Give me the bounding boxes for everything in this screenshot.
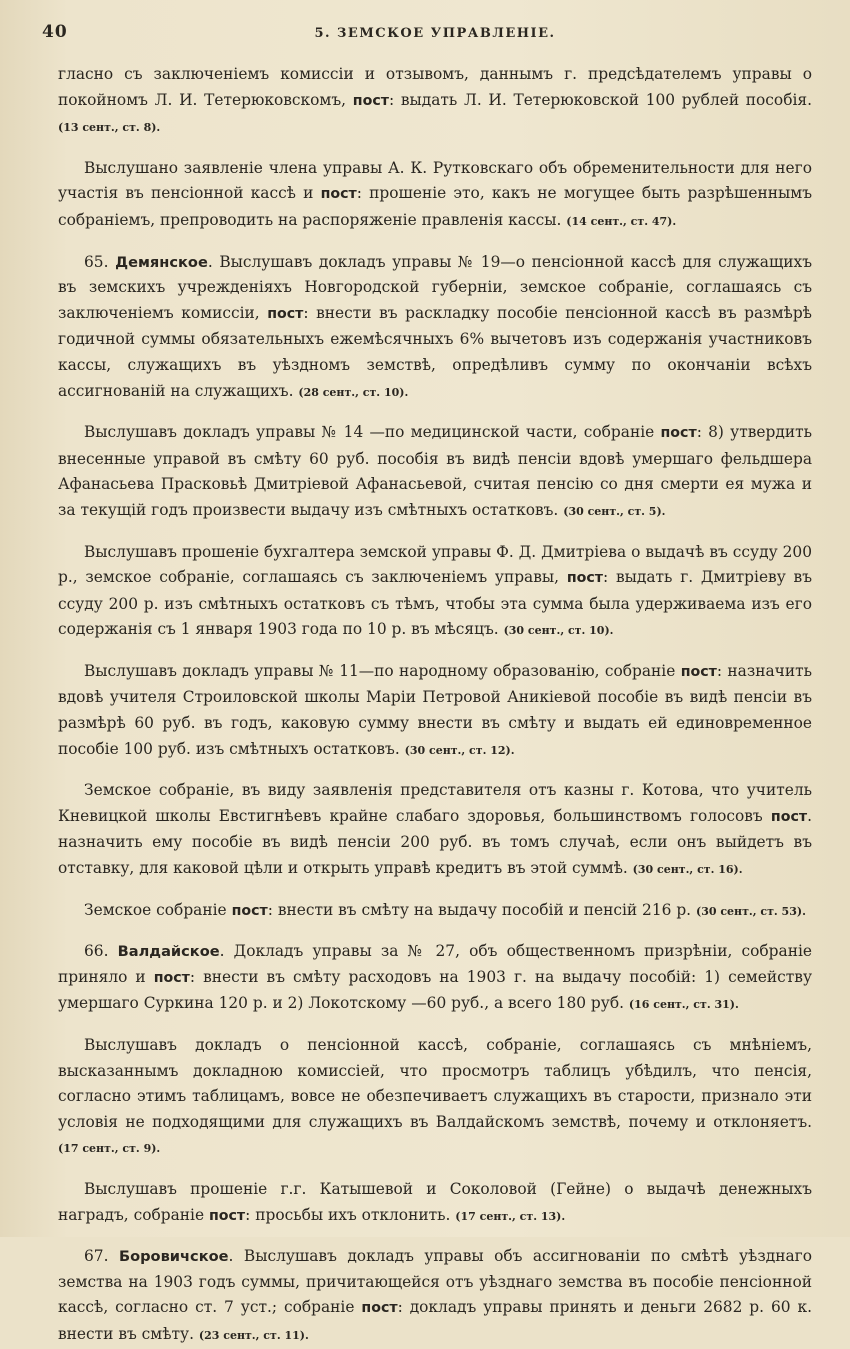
paragraph: Выслушавъ прошеніе бухгалтера земской управы Ф. Д. Дмитріева о выдачѣ въ ссуду 200 р., земское собраніе, соглашаясь съ заключеніемъ управы, пост: выдать г. Дмитріеву въ ссуду 200 р. изъ смѣтныхъ остатковъ съ тѣмъ, чтобы эта сумма была удерживаема изъ его содержанія съ 1 января 1903 года по 10 р. въ мѣсяцъ. (30 сент., ст. 10). [58,542,812,639]
paragraph: Выслушано заявленіе члена управы А. К. Рутковскаго объ обременительности для него участія въ пенсіонной кассѣ и пост: прошеніе это, какъ не могущее быть разрѣшеннымъ собраніемъ, препроводить на распоряженіе правленія кассы. (14 сент., ст. 47). [58,158,812,229]
paragraph-district-66: 66. Валдайское. Докладъ управы за № 27, объ общественномъ призрѣніи, собраніе приняло и пост: внести въ смѣту расходовъ на 1903 г. на выдачу пособій: 1) семейству умершаго Суркина 120 р. и 2) Локотскому —60 руб., а всего 180 руб. (16 сент., ст. 31). [58,942,812,1013]
citation: (17 сент., ст. 13). [455,1209,566,1223]
paragraph: Выслушавъ докладъ управы № 11—по народному образованію, собраніе пост: назначить вдовѣ учителя Строиловской школы Маріи Петровой Аникіевой пособіе въ видѣ пенсіи въ размѣрѣ 60 руб. въ годъ, каковую сумму внести въ смѣту и выдать ей единовременное пособіе 100 руб. изъ смѣтныхъ остатковъ. (30 сент., ст. 12). [58,661,812,758]
citation: (13 сент., ст. 8). [58,121,161,135]
citation: (17 сент., ст. 9). [58,1142,161,1156]
paragraph: Выслушавъ докладъ о пенсіонной кассѣ, собраніе, соглашаясь съ мнѣніемъ, высказаннымъ докладною комиссіей, что просмотръ таблицъ убѣдилъ, что пенсія, согласно этимъ таблицамъ, вовсе не обезпечиваетъ служащихъ въ старости, признало эти условія не подходящими для служащихъ въ Валдайскомъ земствѣ, почему и отклоняетъ. (17 сент., ст. 9). [58,1036,812,1156]
paragraph: Земское собраніе пост: внести въ смѣту на выдачу пособій и пенсій 216 р. (30 сент., ст. 53). [84,900,806,919]
paragraph: Выслушавъ прошеніе г.г. Катышевой и Соколовой (Гейне) о выдачѣ денежныхъ наградъ, собраніе пост: просьбы ихъ отклонить. (17 сент., ст. 13). [58,1179,812,1224]
citation: (30 сент., ст. 53). [695,904,806,918]
citation: (30 сент., ст. 5). [563,504,666,518]
running-head: 5. ЗЕМСКОЕ УПРАВЛЕНІЕ. [314,26,556,41]
district-name: Демянское [115,253,208,271]
district-name: Валдайское [117,943,220,961]
citation: (28 сент., ст. 10). [298,385,409,399]
citation: (23 сент., ст. 11). [198,1328,309,1342]
body-text [58,62,812,1349]
citation: (30 сент., ст. 12). [404,743,515,757]
district-name: Боровичское [118,1248,229,1266]
paragraph: Выслушавъ докладъ управы № 14 —по медицинской части, собраніе пост: 8) утвердить внесенные управой въ смѣту 60 руб. пособія въ видѣ пенсіи вдовѣ умершаго фельдшера Афанасьева Прасковьѣ Дмитріевой Афанасьевой, считая пенсію со дня смерти ея мужа и за текущій годъ произвести выдачу изъ смѣтныхъ остатковъ. (30 сент., ст. 5). [58,423,812,519]
paragraph-district-65: 65. Демянское. Выслушавъ докладъ управы № 19—о пенсіонной кассѣ для служащихъ въ земскихъ учрежденіяхъ Новгородской губерніи, земское собраніе, соглашаясь съ заключеніемъ комиссіи, пост: внести въ раскладку пособіе пенсіонной кассѣ въ размѣрѣ годичной суммы обязательныхъ ежемѣсячныхъ 6% вычетовъ изъ содержанія участниковъ кассы, служащихъ въ уѣздномъ земствѣ, опредѣливъ сумму по окончаніи всѣхъ ассигнованій на служащихъ. (28 сент., ст. 10). [58,252,812,400]
citation: (30 сент., ст. 10). [503,624,614,638]
page-header [42,20,812,48]
paragraph: гласно съ заключеніемъ комиссіи и отзывомъ, даннымъ г. предсѣдателемъ управы о покойномъ Л. И. Тетерюковскомъ, пост: выдать Л. И. Тетерюковской 100 рублей пособія. (13 сент., ст. 8). [58,65,812,135]
citation: (30 сент., ст. 16). [632,863,743,877]
paragraph-district-67: 67. Боровичское. Выслушавъ докладъ управы объ ассигнованіи по смѣтѣ уѣзднаго земства на 1903 годъ суммы, причитающейся отъ уѣзднаго земства въ пособіе пенсіонной кассѣ, согласно ст. 7 уст.; собраніе пост: докладъ управы принять и деньги 2682 р. 60 к. внести въ смѣту. (23 сент., ст. 11). [58,1247,812,1343]
citation: (16 сент., ст. 31). [628,998,739,1012]
citation: (14 сент., ст. 47). [566,214,677,228]
paragraph: Земское собраніе, въ виду заявленія представителя отъ казны г. Котова, что учитель Кневицкой школы Евстигнѣевъ крайне слабаго здоровья, большинствомъ голосовъ пост. назначить ему пособіе въ видѣ пенсіи 200 руб. въ томъ случаѣ, если онъ выйдетъ въ отставку, для каковой цѣли и открыть управѣ кредитъ въ этой суммѣ. (30 сент., ст. 16). [58,781,812,878]
page-number: 40 [42,22,68,42]
